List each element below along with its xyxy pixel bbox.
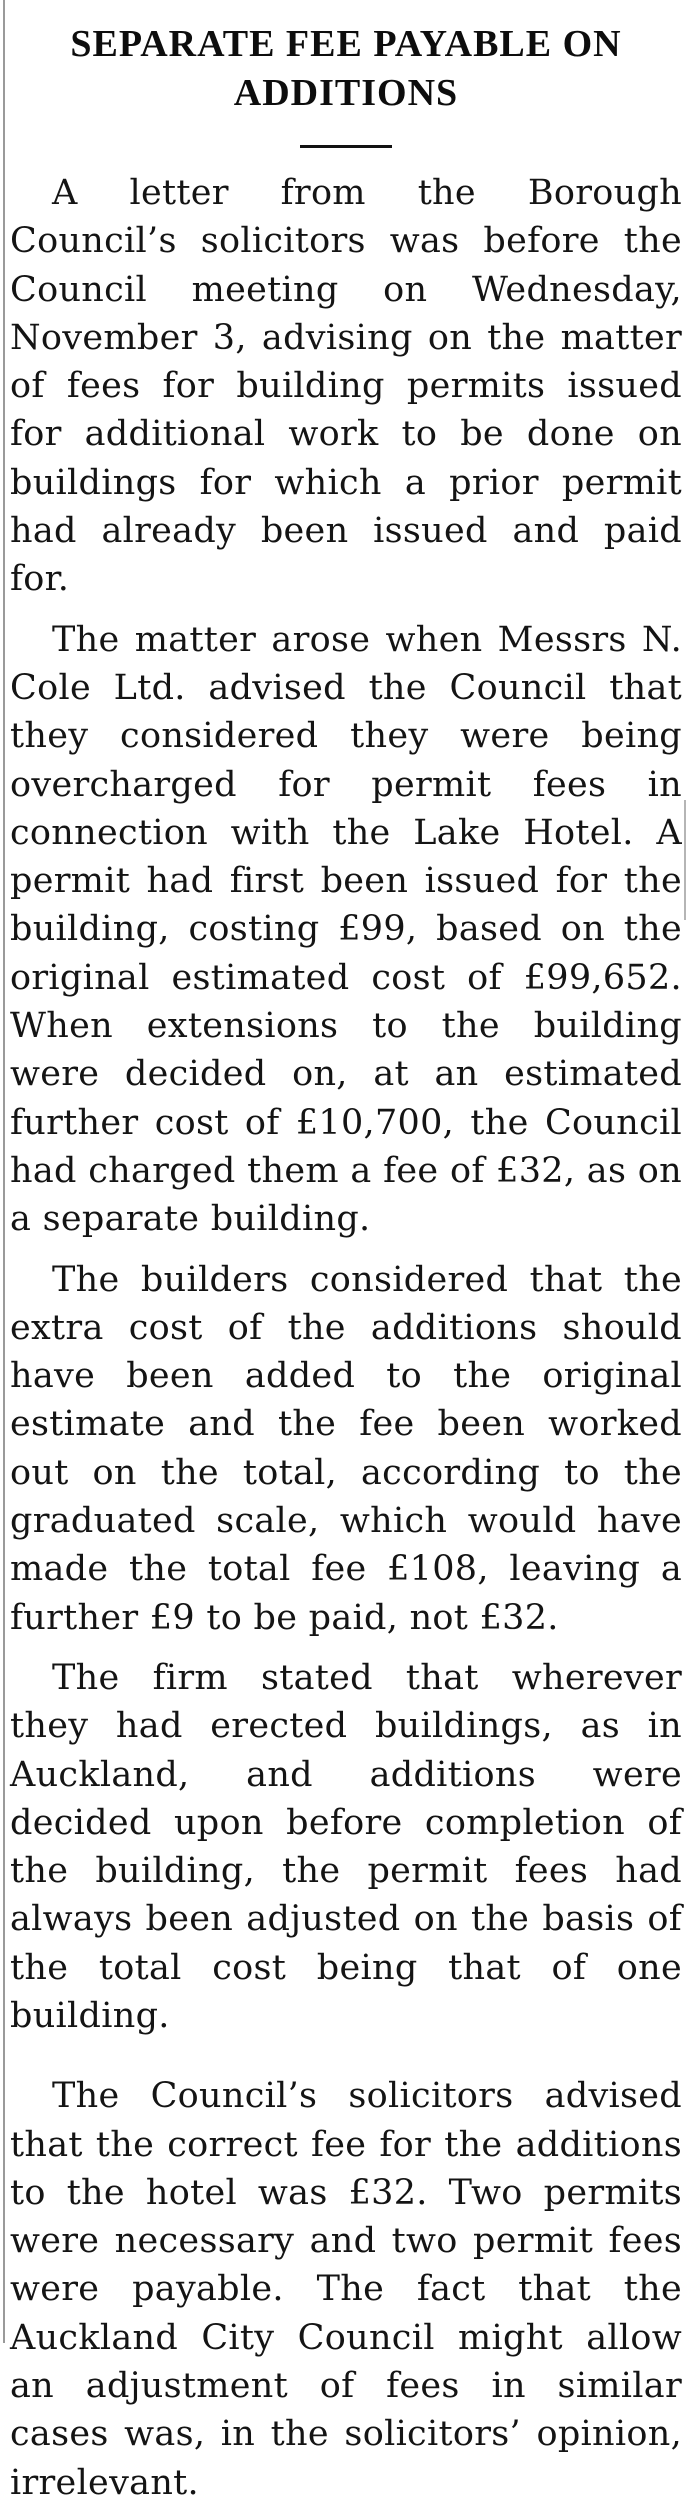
headline-divider [300, 145, 392, 148]
paragraph-4: The firm stated that wherever they had erected buildings, as in Auckland, and additions were decided upon before completion of the building, the permit fees had always been adjusted on the basis of the total cost being that of one building. [10, 1657, 682, 2036]
paragraph-3: The builders considered that the extra cost of the additions should have been added to the original estimate and the fee been worked out on the total, according to the graduated scale, which would have made the total fee £108, leaving a further £9 to be paid, not £32. [10, 1259, 682, 1638]
column-rule-left [3, 0, 5, 2343]
paragraph-2: The matter arose when Messrs N. Cole Ltd. advised the Council that they considered they were being overcharged for permit fees in connection with the Lake Hotel. A permit had first been issued for the building, costing £99, based on the original estimated cost of £99,652. When extensions to the building were decided on, at an estimated further cost of £10,700, the Council had charged them a fee of £32, as on a separate building. [10, 619, 682, 1240]
paragraph-5: The Council’s solicitors advised that the correct fee for the additions to the hotel was £32. Two permits were necessary and two permit fees were payable. The fact that the Auckland City Council might allow an adjustment of fees in similar cases was, in the solicitors’ opinion, irrelevant. [10, 2076, 682, 2503]
paragraph-1: A letter from the Borough Council’s solicitors was before the Council meeting on Wednesday, November 3, advising on the matter of fees for building permits issued for additional work to be done on buildings for which a prior permit had already been issued and paid for. [10, 173, 682, 600]
column-rule-right [684, 800, 686, 920]
headline: SEPARATE FEE PAYABLE ON ADDITIONS [70, 23, 622, 114]
article [10, 20, 682, 2519]
